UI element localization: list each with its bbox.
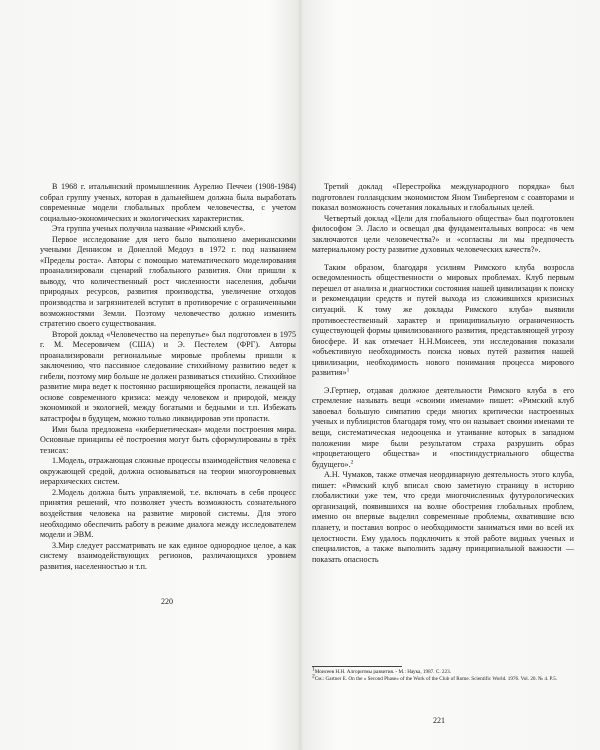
footnote-divider: [312, 666, 402, 667]
footnote-text: См.: Gartner E. On the « Second Phase» of the Work of the Club of Rome. Scientific World. 1976. Vol. 20. № 4. P.5.: [314, 675, 558, 682]
paragraph: Первое исследование для него было выполнено американскими учеными Деннисом и Донеллой Медоуз в 1972 г. под названием «Пределы роста». Авторы с помощью математического моделирования проанализировали сценарий глобального развития. Они пришли к выводу, что количественный рост численности населения, добычи природных ресурсов, развития производства, увеличение отходов производства и загрязнителей вступят в противоречие с ограниченными возможностями Земли. Поэтому человечество должно изменить стратегию своего существования.: [40, 234, 296, 329]
footnote-text: Моисеев Н.Н. Алгоритмы развития. - М.: Наука, 1987. С. 223.: [314, 669, 452, 675]
footnote-mark: 2: [350, 458, 354, 465]
paragraph: Второй доклад «Человечество на перепутье» был подготовлен в 1975 г. М. Месеровичем (США) и Э. Пестелем (ФРГ). Авторы проанализировали региональные мировые проблемы пришли к заключению, что пассивное следование стихийному развитию ведет к гибели, поэтому мир больше не должен развиваться стихийно. Стихийное развитие мира ведет к постоянно расширяющейся пропасти, лежащей на основе современного кризиса: между человеком и природой, между экономикой и экологией, между богатыми и бедными и т.п. Избежать катастрофы в будущем, можно только ликвидировав эти пропасти.: [40, 329, 296, 424]
right-page: [312, 182, 574, 565]
paragraph: Четвертый доклад «Цели для глобального общества» был подготовлен философом Э. Ласло и освещал два фундаментальных вопроса: «в чем заключаются цели человечества?» и «согласны ли мы предпочесть материальному росту развитие духовных человеческих качеств?».: [312, 213, 574, 255]
footnote: [312, 666, 574, 676]
paragraph: Ими была предложена «кибернетическая» модели построения мира. Основные принципы её построения могут быть сформулированы в трёх тезисах:: [40, 424, 296, 455]
paragraph: Третий доклад «Перестройка международного порядка» был подготовлен голландским экономистом Яном Тинбергеном с соавторами и показал возможность сочетания локальных и глобальных целей.: [312, 182, 574, 213]
paragraph: Эта группа ученых получила название «Римский клуб».: [52, 224, 246, 234]
paragraph: 2.Модель должна быть управляемой, т.е. включать в себя процесс принятия решений, что позволяет учесть возможность сознательного воздействия человека на развитие мировой системы. Для этого необходимо обеспечить работу в режиме диалога между исследователем модели и ЭВМ.: [40, 487, 296, 540]
footnotes: [312, 666, 574, 682]
paragraph: А.Н. Чумаков, также отмечая неординарную деятельность этого клуба, пишет: «Римский клуб вписал свою заметную страницу в историю глобалистики уже тем, что среди многочисленных футурологических организаций, появившихся на волне обострения глобальных проблем, именно он впервые выделил современные проблемы, охватившие всю планету, и поставил вопрос о необходимости заниматься ими во всей их целостности. Ему удалось подключить к этой работе видных ученых и специалистов, а также выполнить задачу принципиальной важности — показать опасность: [312, 470, 574, 564]
paragraph: [312, 386, 574, 470]
left-page: [40, 182, 296, 572]
footnote-number: 1: [312, 666, 315, 673]
paragraph: 1.Модель, отражающая сложные процессы взаимодействия человека с окружающей средой, должна основываться на теории многоуровневых иерархических систем.: [40, 456, 296, 487]
page-number: 221: [433, 716, 445, 725]
paragraph: 3.Мир следует рассматривать не как единое однородное целое, а как систему взаимодействующих регионов, различающихся уровнем развития, населенностью и т.п.: [40, 540, 296, 571]
paragraph: [312, 263, 574, 379]
paragraph: В 1968 г. итальянский промышленник Аурелио Печчеи (1908-1984) собрал группу ученых, которая в дальнейшем должна была выработать современные модели глобальных проблем человечества, с учетом социально-экономических и экологических характеристик.: [40, 182, 296, 223]
footnote-mark: 1: [346, 367, 350, 374]
paragraph-text: Таким образом, благодаря усилиям Римского клуба возросла осведомленность общественности о мировых проблемах. Клуб первым перешел от анализа и диагностики состояния нашей цивилизации к поиску и рекомендации средств и путей выхода из сложившихся кризисных ситуаций. К тому же доклады Римского клуба» выявили противоестественный характер и принципиальную ограниченность существующей формы цивилизованного развития, представляющей угрозу биосфере. И как отмечает Н.Н.Моисеев, эти исследования показали «объективную необходимость поиска новых путей развития нашей цивилизации, необходимость нового понимания процесса мирового развития»: [312, 262, 574, 378]
footnote-number: 2: [312, 672, 315, 679]
page-number: 220: [161, 597, 173, 606]
paragraph-text: Э.Гертнер, отдавая должное деятельности Римского клуба в его стремление называть вещи «своими именами» пишет: «Римский клуб завоевал большую симпатию среди многих критически настроенных ученых и публицистов благодаря тому, что он называет своими именами те вещи, систематическая недооценка и утаивание которых в западном положении мире были результатом страха разрушить образ «процветающего общества» и «постиндустриального общества будущего».: [312, 385, 574, 469]
